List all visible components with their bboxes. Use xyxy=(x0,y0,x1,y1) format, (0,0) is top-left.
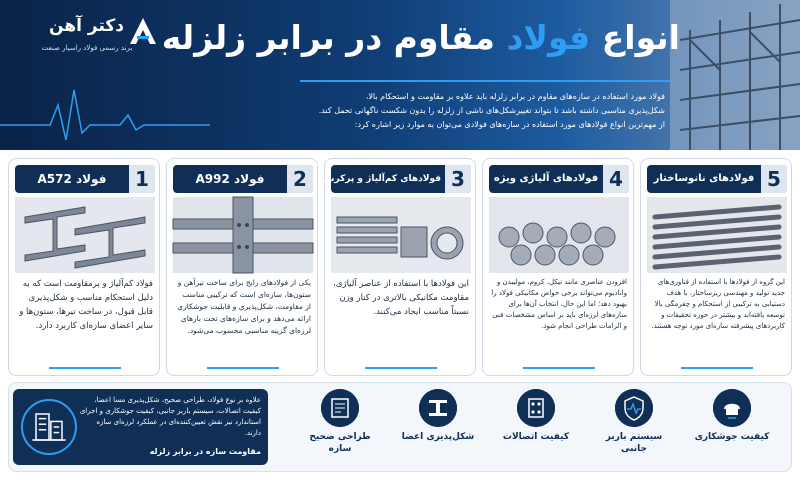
card-title: فولادهای کم‌آلیاژ و پرکربن xyxy=(323,174,441,184)
card-header xyxy=(647,165,787,193)
card-a572 xyxy=(8,158,160,376)
feature-welding xyxy=(691,389,773,469)
column-beam-connection-image xyxy=(173,197,313,273)
title-part-1: انواع xyxy=(590,18,680,57)
card-divider xyxy=(681,367,753,369)
shield-pulse-icon xyxy=(615,389,653,427)
card-title: فولاد A992 xyxy=(195,172,265,186)
intro-line-1: فولاد مورد استفاده در سازه‌های مقاوم در برابر زلزله باید علاوه بر مقاومت و استحکام بالا، xyxy=(365,92,665,101)
card-number: 2 xyxy=(287,165,313,193)
card-divider xyxy=(207,367,279,369)
card-number: 4 xyxy=(603,165,629,193)
title-part-2: مقاوم در برابر زلزله xyxy=(161,18,507,57)
card-divider xyxy=(49,367,121,369)
bolted-connection-icon xyxy=(517,389,555,427)
brand-tagline: برند رسمی فولاد راسپار صنعت xyxy=(41,44,133,52)
i-beam-icon xyxy=(419,389,457,427)
feature-design xyxy=(299,389,381,469)
brand-logo[interactable] xyxy=(12,10,172,70)
card-description: این گروه از فولادها با استفاده از فناوری‌های جدید تولید و مهندسی ریزساختار، با هدف دستیابی به ترکیبی از استحکام و چقرمگی بالا توسعه یافته‌اند و بیشتر در حوزه تحقیقات و کاربردهای پیشرفته سازه‌ای مورد توجه هستند. xyxy=(651,278,785,330)
card-title: فولادهای آلیاژی ویژه xyxy=(493,173,599,184)
feature-label: سیستم باربر جانبی xyxy=(605,432,663,454)
brand-logo-icon xyxy=(126,14,160,48)
feature-label: طراحی صحیح سازه xyxy=(309,432,371,454)
page-title xyxy=(161,18,680,57)
card-number: 3 xyxy=(445,165,471,193)
intro-text xyxy=(205,90,665,132)
card-description: این فولادها با استفاده از عناصر آلیاژی، مقاومت مکانیکی بالاتری در کنار وزن نسبتاً مناسب ایجاد می‌کنند. xyxy=(333,279,469,317)
card-nanostructured xyxy=(640,158,792,376)
blueprint-icon xyxy=(321,389,359,427)
card-description: یکی از فولادهای رایج برای ساخت تیرآهن و ستون‌ها، سازه‌ای است که ترکیبی مناسب از مقاومت، شکل‌پذیری و قابلیت جوشکاری ارائه می‌دهد و برای سازه‌های تحت بارهای لرزه‌ای گزینه مناسبی محسوب می‌شود. xyxy=(177,278,311,335)
intro-line-2: شکل‌پذیری مناسبی داشته باشد تا بتواند تغییرشکل‌های ناشی از زلزله را بدون شکست ناگهانی تحمل کند. xyxy=(318,106,665,115)
steel-types-cards xyxy=(8,158,792,376)
card-header xyxy=(323,165,471,193)
header-banner xyxy=(0,0,800,150)
card-header xyxy=(489,165,629,193)
card-divider xyxy=(523,367,595,369)
steel-plates-and-pipes-image xyxy=(331,197,471,273)
seismic-factors-bar xyxy=(8,382,792,472)
welder-icon xyxy=(713,389,751,427)
steel-frame-building-image xyxy=(670,0,800,150)
card-divider xyxy=(365,367,437,369)
feature-label: کیفیت اتصالات xyxy=(502,432,570,442)
card-description: فولاد کم‌آلیاژ و پرمقاومت است که به دلیل استحکام مناسب و شکل‌پذیری قابل قبول، در ساخت تیرها، ستون‌ها و سایر اعضای سازه‌ای کاربرد دارد. xyxy=(19,279,153,331)
summary-box xyxy=(13,389,268,465)
card-low-alloy xyxy=(324,158,476,376)
title-underline xyxy=(300,80,670,82)
rebar-bundle-image xyxy=(647,197,787,273)
feature-ductility xyxy=(397,389,479,469)
card-number: 1 xyxy=(129,165,155,193)
heartbeat-line-decoration xyxy=(0,85,210,145)
card-special-alloy xyxy=(482,158,634,376)
steel-rods-image xyxy=(489,197,629,273)
title-accent: فولاد xyxy=(506,18,591,57)
brand-name: دکتر آهن xyxy=(49,16,124,36)
summary-tagline: مقاومت سازه در برابر زلزله xyxy=(149,447,261,456)
card-header xyxy=(173,165,313,193)
i-beams-image xyxy=(15,197,155,273)
intro-line-3: از مهم‌ترین انواع فولادهای مورد استفاده در سازه‌های فولادی می‌توان به موارد زیر اشاره کرد: xyxy=(354,120,665,129)
card-a992 xyxy=(166,158,318,376)
card-number: 5 xyxy=(761,165,787,193)
card-title: فولادهای نانوساختار xyxy=(653,173,755,184)
feature-label: شکل‌پذیری اعضا xyxy=(401,432,475,442)
feature-lateral-system xyxy=(593,389,675,469)
card-header xyxy=(15,165,155,193)
card-title: فولاد A572 xyxy=(37,172,107,186)
summary-text: علاوه بر نوع فولاد، طراحی صحیح، شکل‌پذیری مسا اعضا، کیفیت اتصالات، سیستم باربر جانبی، کیفیت جوشکاری و اجرای استاندارد نیز نقش تعیین‌کننده‌ای در عملکرد لرزه‌ای سازه دارند. xyxy=(79,396,261,437)
card-description: افزودن عناصری مانند نیکل، کروم، مولیبدن و وانادیوم می‌تواند برخی خواص مکانیکی فولاد را بهبود دهد؛ اما این حال، انتخاب آن‌ها برای سازه‌های لرزه‌ای باید بر اساس مشخصات فنی و الزامات طراحی انجام شود. xyxy=(491,278,627,330)
feature-connections xyxy=(495,389,577,469)
buildings-icon xyxy=(21,399,77,455)
feature-label: کیفیت جوشکاری xyxy=(694,432,770,442)
